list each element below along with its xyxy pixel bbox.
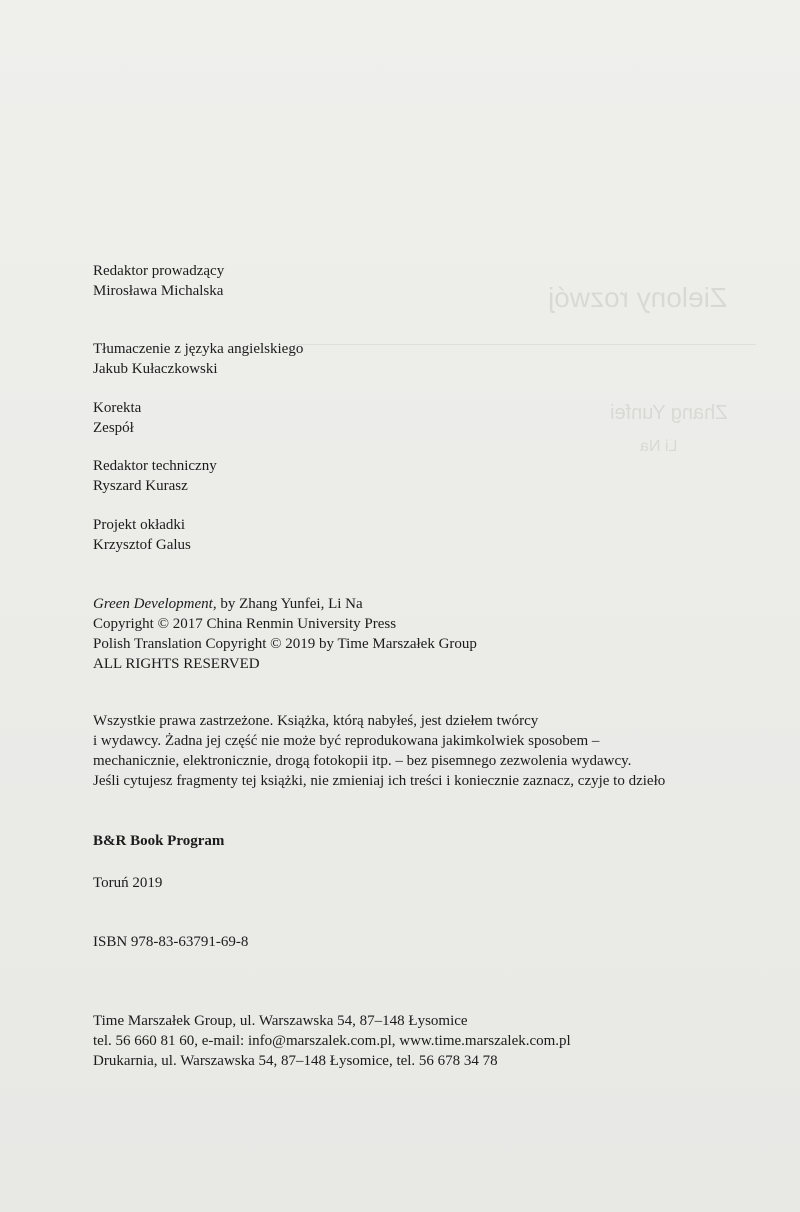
rights-notice-line: i wydawcy. Żadna jej część nie może być reprodukowana jakimkolwiek sposobem –: [93, 733, 600, 749]
credit-translation: [93, 339, 303, 379]
credit-role: Tłumaczenie z języka angielskiego: [93, 341, 304, 357]
authors: , by Zhang Yunfei, Li Na: [212, 596, 363, 612]
publisher-address: Time Marszałek Group, ul. Warszawska 54, 87–148 Łysomice: [93, 1013, 468, 1029]
book-program: B&R Book Program: [93, 833, 225, 849]
publisher-contact: tel. 56 660 81 60, e-mail: info@marszalek.com.pl, www.time.marszalek.com.pl: [93, 1033, 571, 1049]
copyright-line-4: ALL RIGHTS RESERVED: [93, 656, 260, 672]
credit-editor: [93, 261, 224, 301]
rights-notice-line: mechanicznie, elektronicznie, drogą fotokopii itp. – bez pisemnego zezwolenia wydawcy.: [93, 753, 632, 769]
rights-notice: [93, 711, 665, 791]
credit-cover-design: [93, 515, 191, 555]
printing-house: Drukarnia, ul. Warszawska 54, 87–148 Łysomice, tel. 56 678 34 78: [93, 1053, 498, 1069]
credit-name: Mirosława Michalska: [93, 283, 224, 299]
show-through-rule: [296, 344, 756, 345]
copyright-line-2: Copyright © 2017 China Renmin University Press: [93, 616, 397, 632]
place-and-year: Toruń 2019: [93, 875, 163, 891]
credit-name: Zespół: [93, 420, 134, 436]
credit-name: Ryszard Kurasz: [93, 478, 188, 494]
credit-name: Krzysztof Galus: [93, 537, 191, 553]
publisher-info: [93, 1011, 571, 1071]
credit-technical-editor: [93, 456, 217, 496]
credit-role: Korekta: [93, 400, 142, 416]
isbn: ISBN 978-83-63791-69-8: [93, 934, 249, 950]
credit-role: Redaktor techniczny: [93, 458, 217, 474]
credit-name: Jakub Kułaczkowski: [93, 361, 218, 377]
copyright-block: [93, 594, 477, 674]
show-through-text: Zhang Yunfei: [610, 402, 728, 424]
credit-role: Projekt okładki: [93, 517, 186, 533]
copyright-line-1: [93, 594, 477, 614]
original-title: Green Development: [93, 596, 213, 612]
rights-notice-line: Wszystkie prawa zastrzeżone. Książka, którą nabyłeś, jest dziełem twórcy: [93, 713, 539, 729]
rights-notice-line: Jeśli cytujesz fragmenty tej książki, nie zmieniaj ich treści i koniecznie zaznacz, czyje to dzieło: [93, 773, 666, 789]
show-through-text: Zielony rozwój: [548, 282, 727, 313]
copyright-line-3: Polish Translation Copyright © 2019 by Time Marszałek Group: [93, 636, 477, 652]
credit-role: Redaktor prowadzący: [93, 263, 225, 279]
credit-proofreading: [93, 398, 141, 438]
show-through-text: Li Na: [640, 438, 678, 455]
